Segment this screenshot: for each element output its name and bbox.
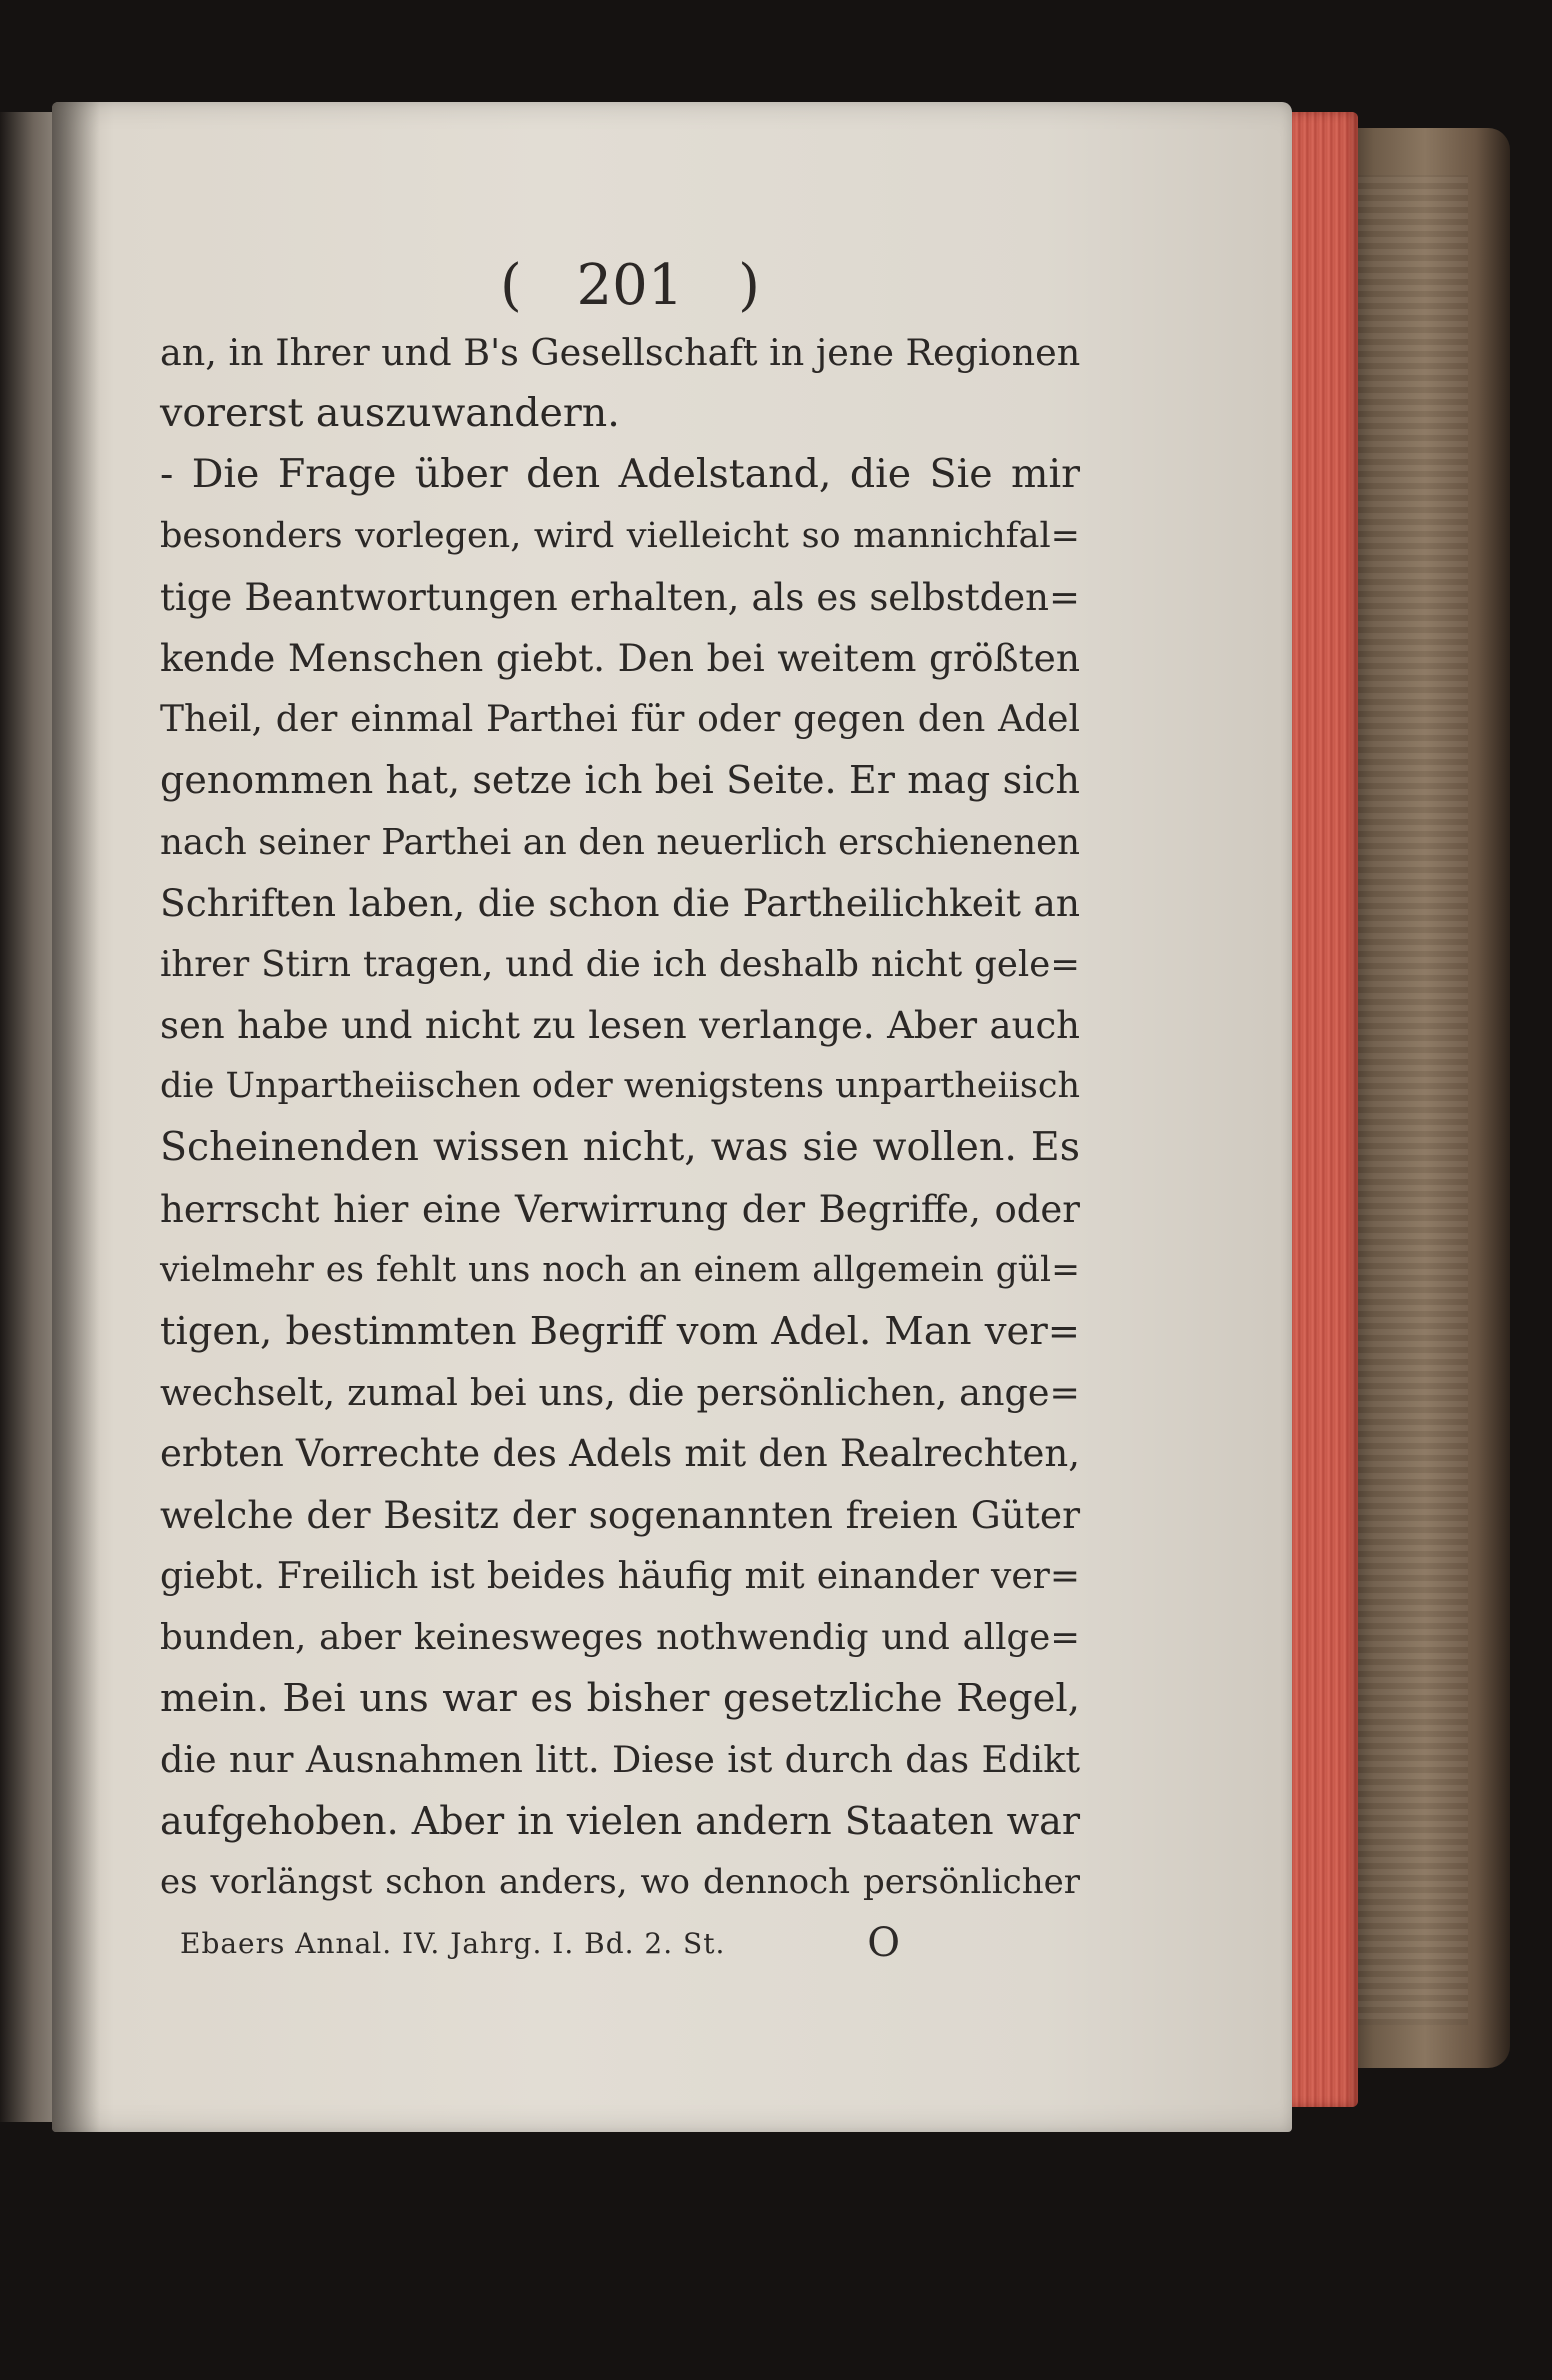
text-line: herrscht hier eine Verwirrung der Begriffe, oder bbox=[160, 1187, 1080, 1231]
text-line: tige Beantwortungen erhalten, als es selbstden= bbox=[160, 575, 1080, 619]
page-footer bbox=[180, 1914, 900, 1972]
gutter-shadow bbox=[52, 102, 100, 2132]
text-line: tigen, bestimmten Begriff vom Adel. Man ver= bbox=[160, 1309, 1080, 1354]
text-line: vorerst auszuwandern. bbox=[160, 390, 620, 437]
text-line: besonders vorlegen, wird vielleicht so mannichfal= bbox=[160, 515, 1080, 556]
text-line: bunden, aber keinesweges nothwendig und allge= bbox=[160, 1616, 1080, 1658]
cover-texture bbox=[1358, 175, 1468, 2025]
page-header bbox=[500, 240, 760, 330]
text-line: wechselt, zumal bei uns, die persönlichen, ange= bbox=[160, 1371, 1080, 1415]
text-line: mein. Bei uns war es bisher gesetzliche Regel, bbox=[160, 1676, 1080, 1722]
text-line: an, in Ihrer und B's Gesellschaft in jene Regionen bbox=[160, 331, 1081, 374]
page-number: 201 bbox=[576, 252, 684, 318]
text-line: erbten Vorrechte des Adels mit den Realrechten, bbox=[160, 1432, 1080, 1476]
header-paren-close: ) bbox=[738, 252, 760, 318]
body-text bbox=[160, 322, 1080, 1913]
text-line: sen habe und nicht zu lesen verlange. Aber auch bbox=[160, 1004, 1080, 1048]
signature-line: Ebaers Annal. IV. Jahrg. I. Bd. 2. St. bbox=[180, 1926, 726, 1960]
text-line: aufgehoben. Aber in vielen andern Staaten war bbox=[160, 1798, 1080, 1843]
text-line: - Die Frage über den Adelstand, die Sie mir bbox=[160, 451, 1080, 498]
text-line: vielmehr es fehlt uns noch an einem allgemein gül= bbox=[160, 1249, 1080, 1290]
text-line: genommen hat, setze ich bei Seite. Er mag sich bbox=[160, 758, 1080, 803]
text-line: Schriften laben, die schon die Partheilichkeit an bbox=[160, 880, 1080, 925]
text-line: Theil, der einmal Parthei für oder gegen den Adel bbox=[160, 699, 1080, 741]
text-line: die Unpartheiischen oder wenigstens unpartheiisch bbox=[160, 1066, 1080, 1107]
text-line: die nur Ausnahmen litt. Diese ist durch das Edikt bbox=[160, 1738, 1080, 1782]
signature-mark: O bbox=[867, 1920, 900, 1966]
text-line: giebt. Freilich ist beides häufig mit einander ver= bbox=[160, 1555, 1080, 1597]
text-line: ihrer Stirn tragen, und die ich deshalb nicht gele= bbox=[160, 943, 1080, 985]
text-line: es vorlängst schon anders, wo dennoch persönlicher bbox=[160, 1861, 1080, 1902]
header-paren-open: ( bbox=[500, 252, 522, 318]
text-line: welche der Besitz der sogenannten freien Güter bbox=[160, 1492, 1080, 1537]
red-page-edges bbox=[1286, 112, 1358, 2107]
text-line: Scheinenden wissen nicht, was sie wollen. Es bbox=[160, 1124, 1080, 1171]
text-line: nach seiner Parthei an den neuerlich erschienenen bbox=[160, 821, 1080, 863]
text-line: kende Menschen giebt. Den bei weitem größten bbox=[160, 635, 1080, 680]
